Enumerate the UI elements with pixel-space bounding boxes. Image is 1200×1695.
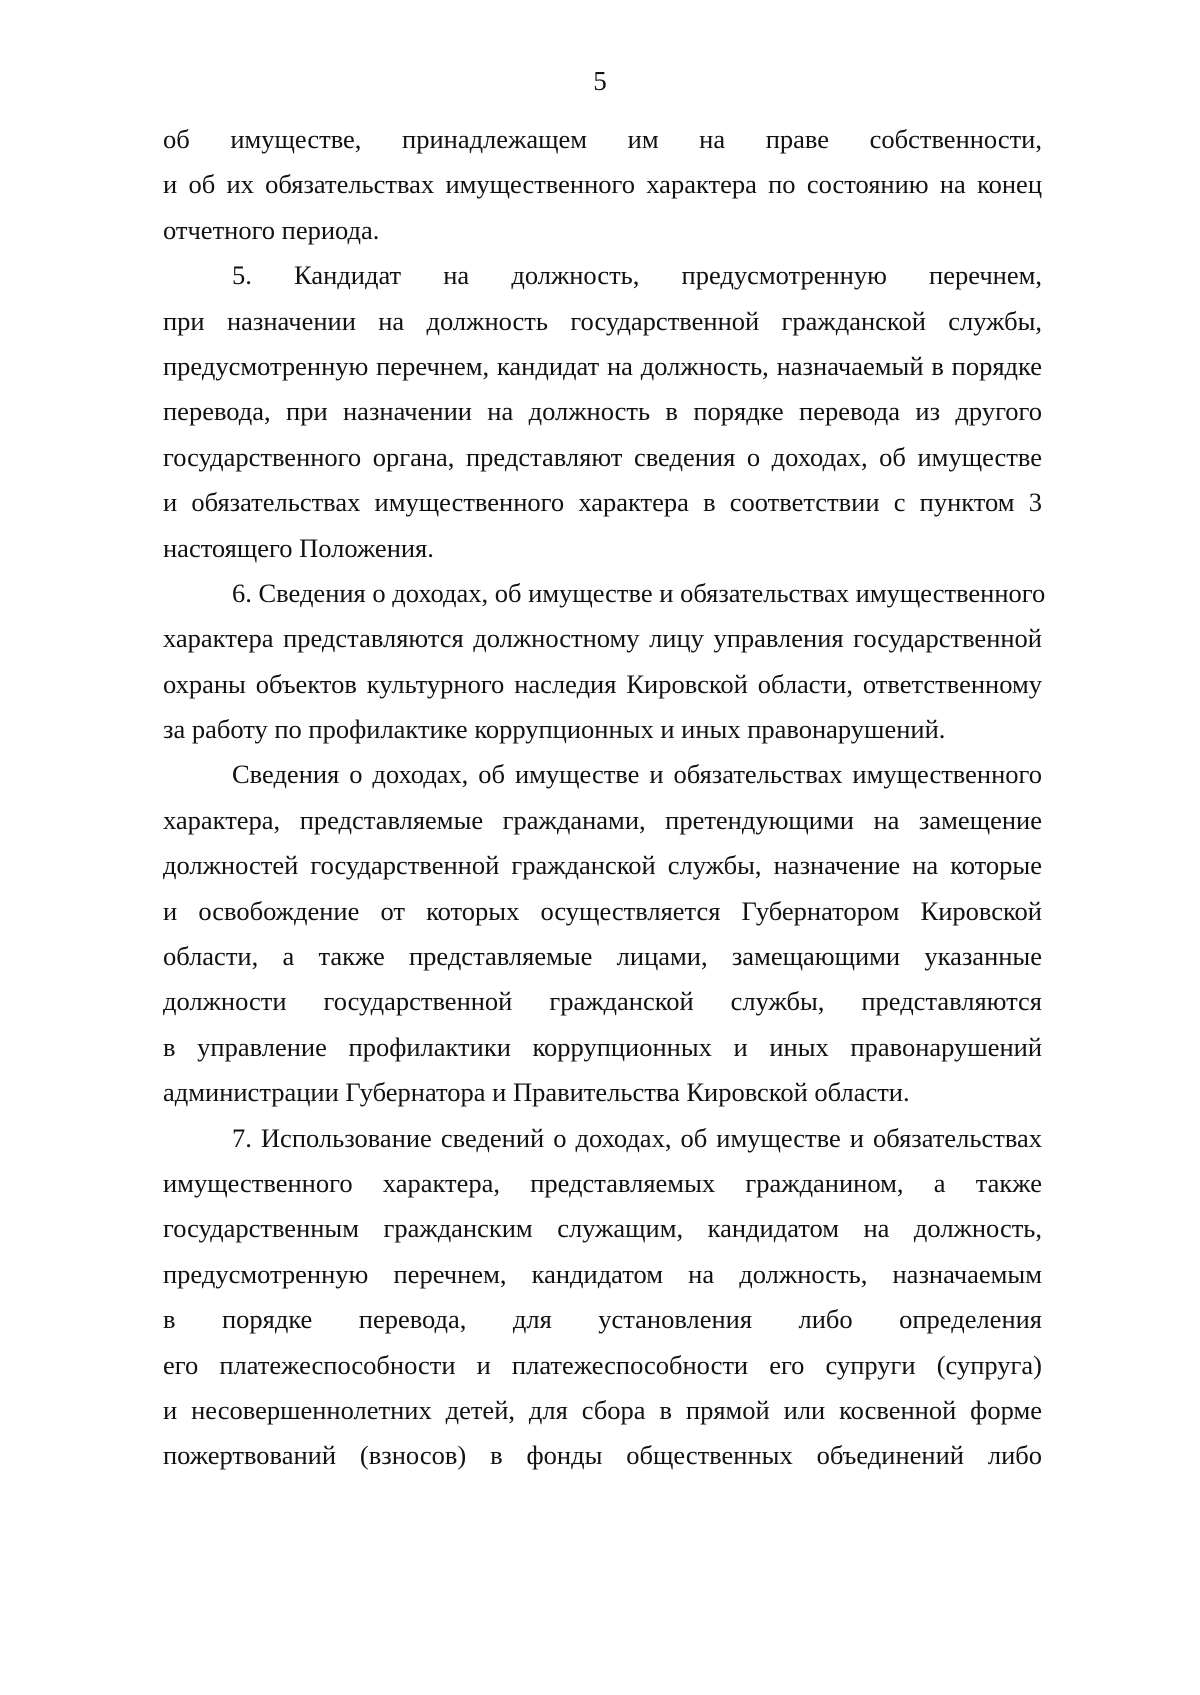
text-line: имущественного характера, представляемых гражданином, а также xyxy=(163,1167,1042,1198)
text-line: пожертвований (взносов) в фонды общественных объединений либо xyxy=(163,1440,1042,1471)
text-line: администрации Губернатора и Правительства Кировской области. xyxy=(163,1077,910,1108)
paragraph-7-start: 7. Использование сведений о доходах, об имуществе и обязательствах xyxy=(232,1122,1042,1153)
text-line: и обязательствах имущественного характера в соответствии с пунктом 3 xyxy=(163,487,1042,518)
text-line: и освобождение от которых осуществляется Губернатором Кировской xyxy=(163,895,1042,926)
text-line: перевода, при назначении на должность в порядке перевода из другого xyxy=(163,396,1042,427)
text-line: об имуществе, принадлежащем им на праве собственности, xyxy=(163,124,1042,154)
text-line: государственного органа, представляют сведения о доходах, об имуществе xyxy=(163,441,1042,472)
text-line: настоящего Положения. xyxy=(163,532,434,563)
document-body xyxy=(163,117,1046,1479)
text-line: должностей государственной гражданской службы, назначение на которые xyxy=(163,850,1042,881)
text-line: государственным гражданским служащим, кандидатом на должность, xyxy=(163,1213,1042,1244)
paragraph-5-start: 5. Кандидат на должность, предусмотренную перечнем, xyxy=(232,260,1042,291)
text-line: в порядке перевода, для установления либо определения xyxy=(163,1304,1042,1335)
text-line: охраны объектов культурного наследия Кировской области, ответственному xyxy=(163,668,1042,699)
text-line: в управление профилактики коррупционных и иных правонарушений xyxy=(163,1031,1042,1062)
text-line: должности государственной гражданской службы, представляются xyxy=(163,986,1042,1017)
paragraph-6b-start: Сведения о доходах, об имуществе и обязательствах имущественного xyxy=(232,759,1042,790)
text-line: предусмотренную перечнем, кандидат на должность, назначаемый в порядке xyxy=(163,350,1042,381)
text-line: области, а также представляемые лицами, замещающими указанные xyxy=(163,941,1042,972)
text-line: и несовершеннолетних детей, для сбора в прямой или косвенной форме xyxy=(163,1394,1042,1425)
paragraph-6-start: 6. Сведения о доходах, об имуществе и обязательствах имущественного xyxy=(232,577,1046,608)
text-line: и об их обязательствах имущественного характера по состоянию на конец xyxy=(163,169,1042,200)
text-line: за работу по профилактике коррупционных и иных правонарушений. xyxy=(163,714,946,745)
page-number: 5 xyxy=(593,66,607,96)
text-line: характера представляются должностному лицу управления государственной xyxy=(163,623,1042,654)
text-line: отчетного периода. xyxy=(163,214,380,245)
text-line: предусмотренную перечнем, кандидатом на должность, назначаемым xyxy=(163,1258,1042,1289)
text-line: характера, представляемые гражданами, претендующими на замещение xyxy=(163,804,1042,835)
text-line: его платежеспособности и платежеспособности его супруги (супруга) xyxy=(163,1349,1042,1380)
text-line: при назначении на должность государственной гражданской службы, xyxy=(163,305,1042,336)
